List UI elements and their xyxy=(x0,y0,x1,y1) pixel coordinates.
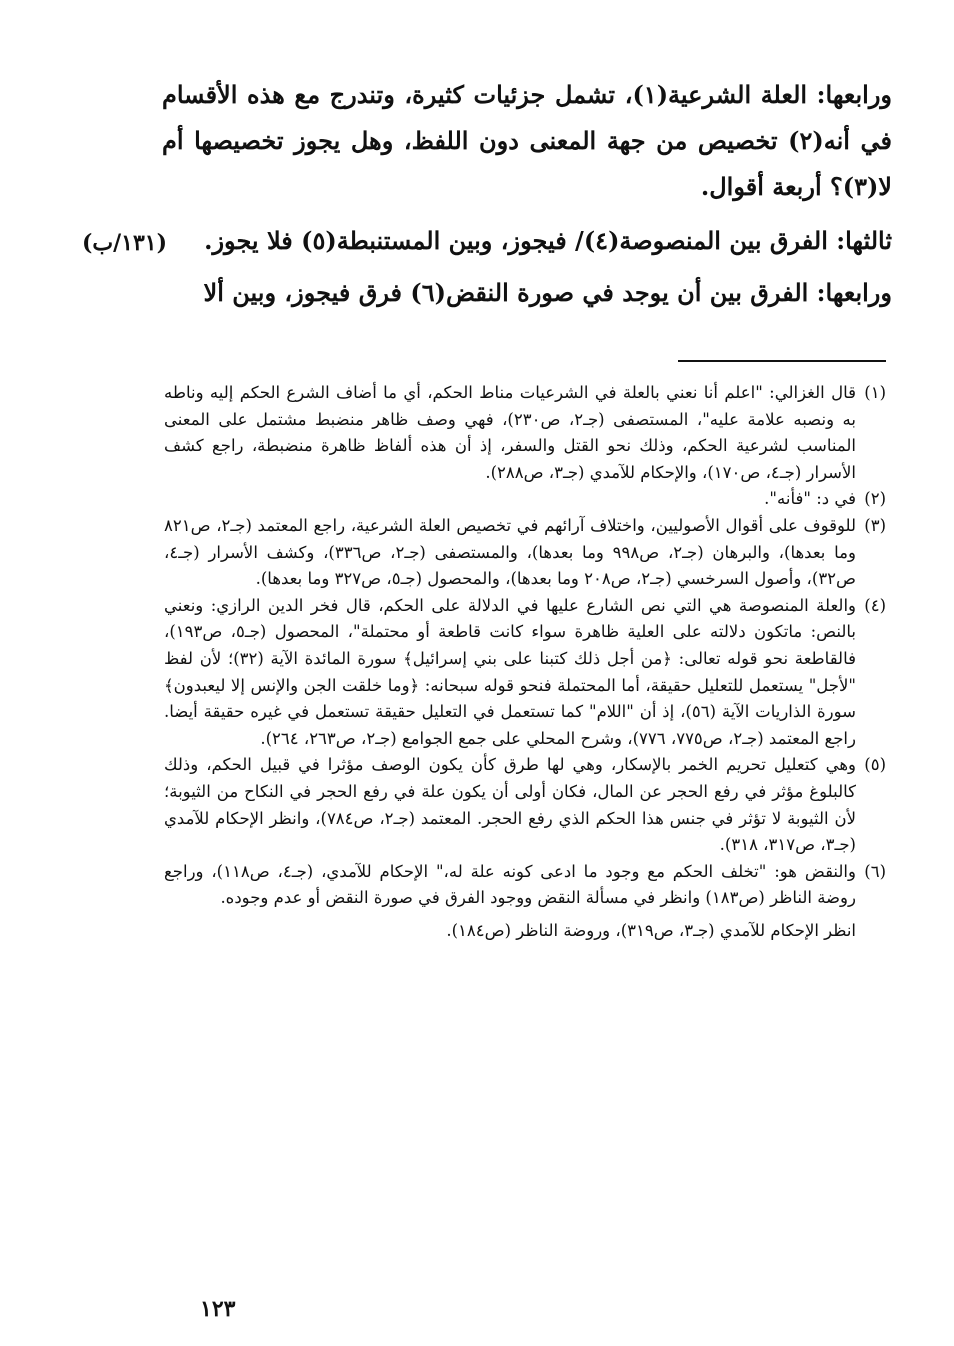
page-number: ١٢٣ xyxy=(200,1296,236,1322)
footnote-number: (٣) xyxy=(864,515,886,535)
footnote-text: للوقوف على أقوال الأصوليين، واختلاف آرائهم في تخصيص العلة الشرعية، راجع المعتمد (جـ٢، ص٨٢١ وما بعدها)، والبرهان (جـ٢، ص٩٩٨ وما بعدها)، والمستصفى (جـ٢، ص٣٣٦)، وكشف الأسرار (جـ٤، ص٣٢)، وأصول السرخسي (جـ٢، ص٢٠٨ وما بعدها)، والمحصول (جـ٥، ص٣٢٧ وما بعدها). xyxy=(164,515,856,589)
footnote-3 xyxy=(164,513,886,593)
paragraph-1: ورابعها: العلة الشرعية(١)، تشمل جزئيات كثيرة، وتندرج مع هذه الأقسام في أنه(٢) تخصيص من جهة المعنى دون اللفظ، وهل يجوز تخصيصها أم لا(٣)؟ أربعة أقوال. xyxy=(162,80,892,201)
footnote-5 xyxy=(164,752,886,858)
footnote-4 xyxy=(164,593,886,753)
footnote-number: (٢) xyxy=(864,489,886,509)
paragraph-3: ورابعها: الفرق بين أن يوجد في صورة النقض(٦) فرق فيجوز، وبين ألا xyxy=(203,278,892,307)
footnote-1 xyxy=(164,380,886,486)
footnote-2 xyxy=(164,486,886,513)
footnote-number: (٥) xyxy=(864,755,886,775)
footnote-number: (٤) xyxy=(864,595,886,615)
main-text xyxy=(162,72,892,316)
footnote-text: والنقض هو: "تخلف الحكم مع وجود ما ادعى كونه علة له،" الإحكام للآمدي، (جـ٤، ص١١٨)، وراجع روضة الناظر (ص١٨٣) وانظر في مسألة النقض ووجود الفرق في صورة النقض أو عدم وجوده. xyxy=(164,861,856,908)
footnote-text: في د: "فأنه". xyxy=(764,489,856,509)
footnote-number: (٦) xyxy=(864,861,886,881)
footnote-text: قال الغزالي: "اعلم أنا نعني بالعلة في الشرعيات مناط الحكم، أي ما أضاف الشرع الحكم إليه وناطه به ونصبه علامة عليه"، المستصفى (جـ٢، ص٢٣٠)، فهي وصف ظاهر منضبط مشتمل على المعنى المناسب لشرعية الحكم، وذلك نحو القتل والسفر، إذ أن هذه ألفاظ ظاهرة منضبطة، راجع كشف الأسرار (جـ٤، ص١٧٠)، والإحكام للآمدي (جـ٣، ص٢٨٨). xyxy=(164,383,856,482)
footnote-text: والعلة المنصوصة هي التي نص الشارع عليها في الدلالة على الحكم، قال فخر الدين الرازي: ونعني بالنص: ماتكون دلالته على العلية ظاهرة سواء كانت قاطعة أو محتملة"، المحصول (جـ٥، ص١٩٣)، فالقاطعة نحو قوله تعالى: ﴿من أجل ذلك كتبنا على بني إسرائيل﴾ سورة المائدة الآية (٣٢)؛ لأن لفظ "لأجل" يستعمل للتعليل حقيقة، أما المحتملة فنحو قوله سبحانه: ﴿وما خلقت الجن والإنس إلا ليعبدون﴾ سورة الذاريات الآية (٥٦)، إذ أن "اللام" كما تستعمل في التعليل حقيقة تستعمل في غيره حقيقة أيضا. راجع المعتمد (جـ٢، ص٧٧٥، ٧٧٦)، وشرح المحلي على جمع الجوامع (جـ٢، ص٢٦٣، ٢٦٤). xyxy=(164,595,856,748)
footnote-text: وهي كتعليل تحريم الخمر بالإسكار، وهي لها طرق كأن يكون الوصف مؤثرا في قبيل الحكم، وذلك كالبلوغ مؤثر في رفع الحجر عن المال، فكان أولى أن يكون علة في رفع الحجر في النكاح من الثيوبة؛ لأن الثيوبة لا تؤثر في جنس هذا الحكم الذي رفع الحجر. المعتمد (جـ٢، ص٧٨٤)، وانظر الإحكام للآمدي (جـ٣، ص٣١٧، ٣١٨). xyxy=(164,755,856,855)
marginal-folio-note: (١٣١/ب) xyxy=(82,230,168,256)
paragraph-2: ثالثها: الفرق بين المنصوصة(٤)/ فيجوز، وبين المستنبطة(٥) فلا يجوز. xyxy=(204,226,892,255)
footnote-continuation: انظر الإحكام للآمدي (جـ٣، ص٣١٩)، وروضة الناظر (ص١٨٤). xyxy=(446,920,856,940)
footnote-6 xyxy=(164,859,886,912)
footnote-number: (١) xyxy=(864,383,886,402)
footnotes xyxy=(164,380,886,944)
footnote-separator xyxy=(678,360,886,362)
